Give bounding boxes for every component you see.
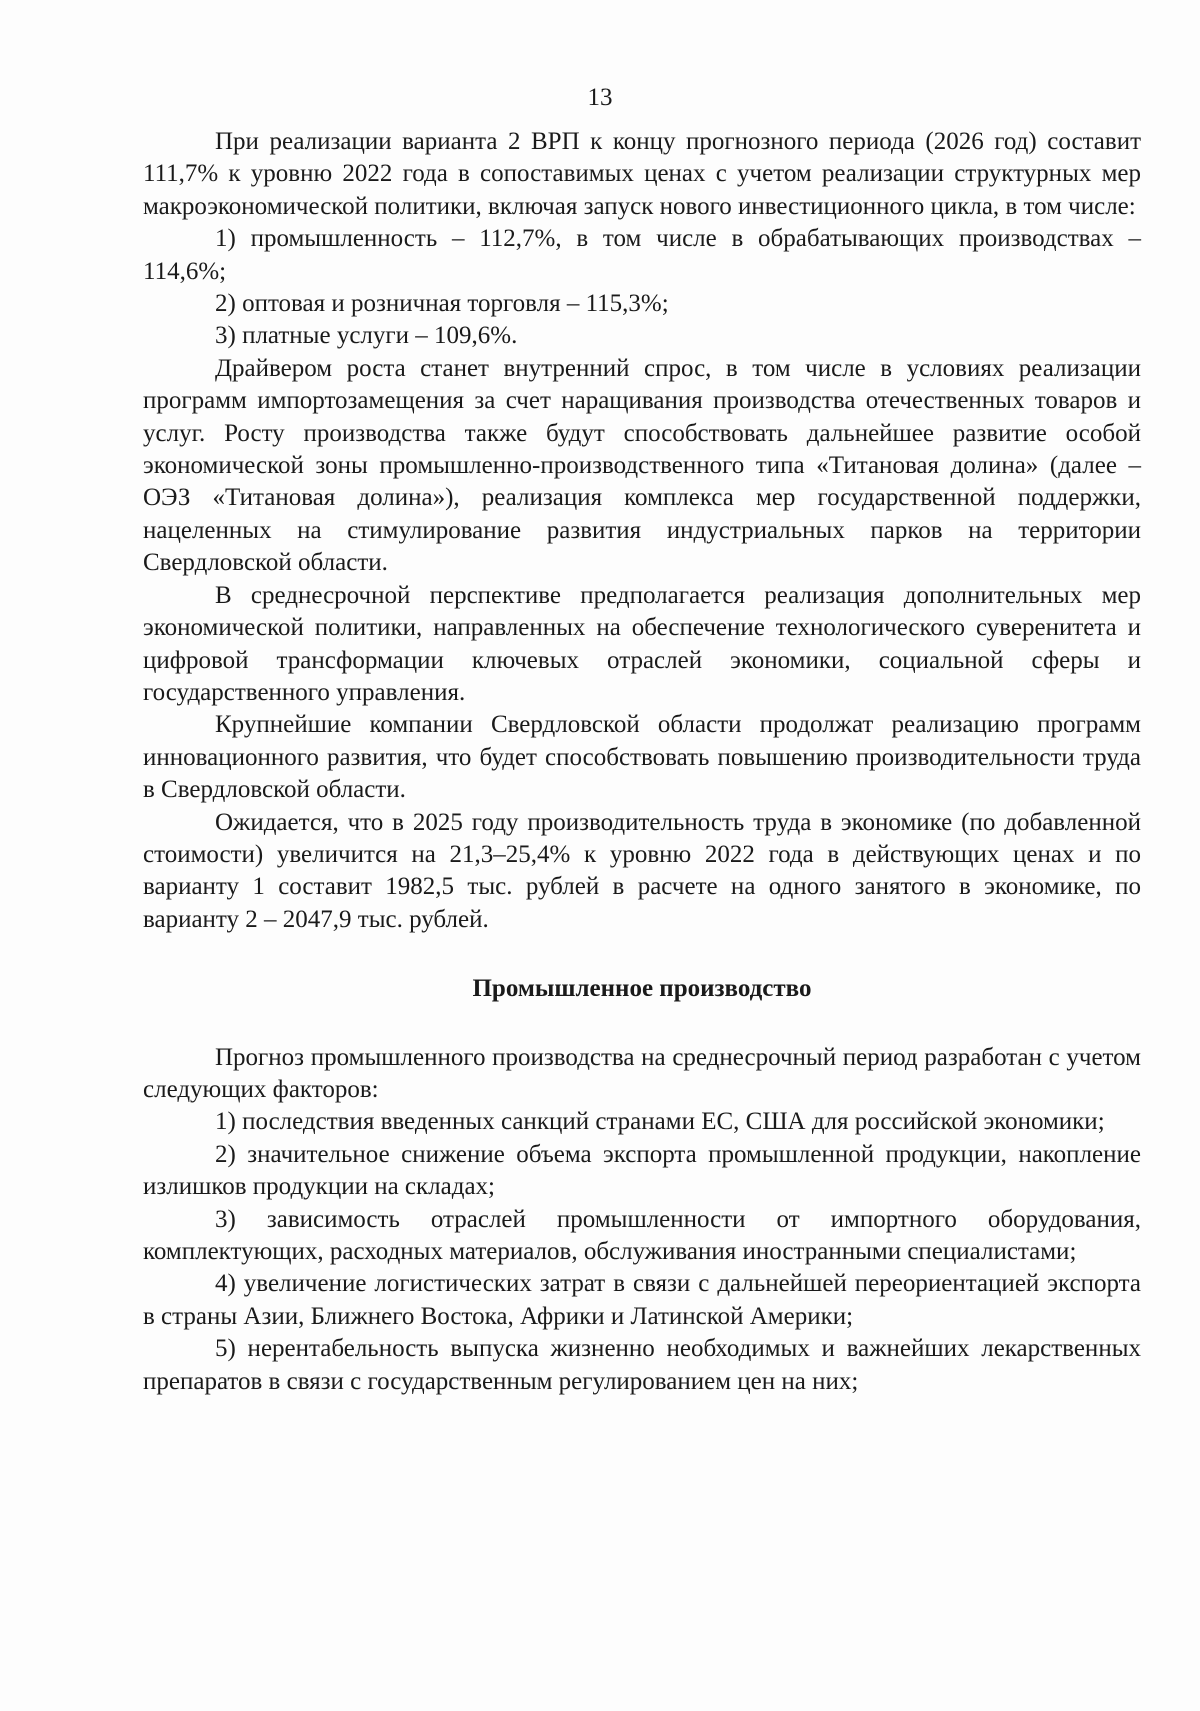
list-item-import-dependence: 3) зависимость отраслей промышленности от импортного оборудования, комплектующих, расходных материалов, обслуживания иностранными специалистами; bbox=[143, 1205, 1141, 1265]
section-heading: Промышленное производство bbox=[472, 975, 812, 1003]
list-item-export-decline: 2) значительное снижение объема экспорта промышленной продукции, накопление излишков продукции на складах; bbox=[143, 1140, 1141, 1201]
page-number: 13 bbox=[587, 84, 613, 111]
document-body bbox=[143, 126, 1141, 1398]
paragraph-labor-productivity: Ожидается, что в 2025 году производительность труда в экономике (по добавленной стоимости) увеличится на 21,3–25,4% к уровню 2022 года в действующих ценах и по варианту 1 составит 1982,5 тыс. рублей в расчете на одного занятого в экономике, по варианту 2 – 2047,9 тыс. рублей. bbox=[143, 808, 1141, 933]
paragraph-industrial-forecast: Прогноз промышленного производства на среднесрочный период разработан с учетом следующих факторов: bbox=[143, 1043, 1141, 1103]
paragraph-largest-companies: Крупнейшие компании Свердловской области продолжат реализацию программ инновационного развития, что будет способствовать повышению производительности труда в Свердловской области. bbox=[143, 711, 1141, 804]
list-item-paid-services: 3) платные услуги – 109,6%. bbox=[215, 322, 518, 350]
paragraph-growth-driver: Драйвером роста станет внутренний спрос, в том числе в условиях реализации программ импортозамещения за счет наращивания производства отечественных товаров и услуг. Росту производства также будут способствовать дальнейшее развитие особой экономической зоны промышленно-производственного типа «Титановая долина» (далее – ОЭЗ «Титановая долина»), реализация комплекса мер государственной поддержки, нацеленных на стимулирование развития индустриальных парков на территории Свердловской области. bbox=[143, 354, 1141, 577]
list-item-trade: 2) оптовая и розничная торговля – 115,3%; bbox=[215, 290, 669, 318]
paragraph-medium-term: В среднесрочной перспективе предполагается реализация дополнительных мер экономической политики, направленных на обеспечение технологического суверенитета и цифровой трансформации ключевых отраслей экономики, социальной сферы и государственного управления. bbox=[143, 581, 1141, 706]
list-item-drug-unprofitability: 5) нерентабельность выпуска жизненно необходимых и важнейших лекарственных препаратов в связи с государственным регулированием цен на них; bbox=[143, 1335, 1141, 1395]
list-item-industry: 1) промышленность – 112,7%, в том числе в обрабатывающих производствах – 114,6%; bbox=[143, 225, 1141, 285]
list-item-sanctions: 1) последствия введенных санкций странами ЕС, США для российской экономики; bbox=[215, 1108, 1105, 1136]
paragraph-vrp-variant-2: При реализации варианта 2 ВРП к концу прогнозного периода (2026 год) составит 111,7% к уровню 2022 года в сопоставимых ценах с учетом реализации структурных мер макроэкономической политики, включая запуск нового инвестиционного цикла, в том числе: bbox=[143, 128, 1141, 220]
list-item-logistics-costs: 4) увеличение логистических затрат в связи с дальнейшей переориентацией экспорта в страны Азии, Ближнего Востока, Африки и Латинской Америки; bbox=[143, 1270, 1141, 1330]
